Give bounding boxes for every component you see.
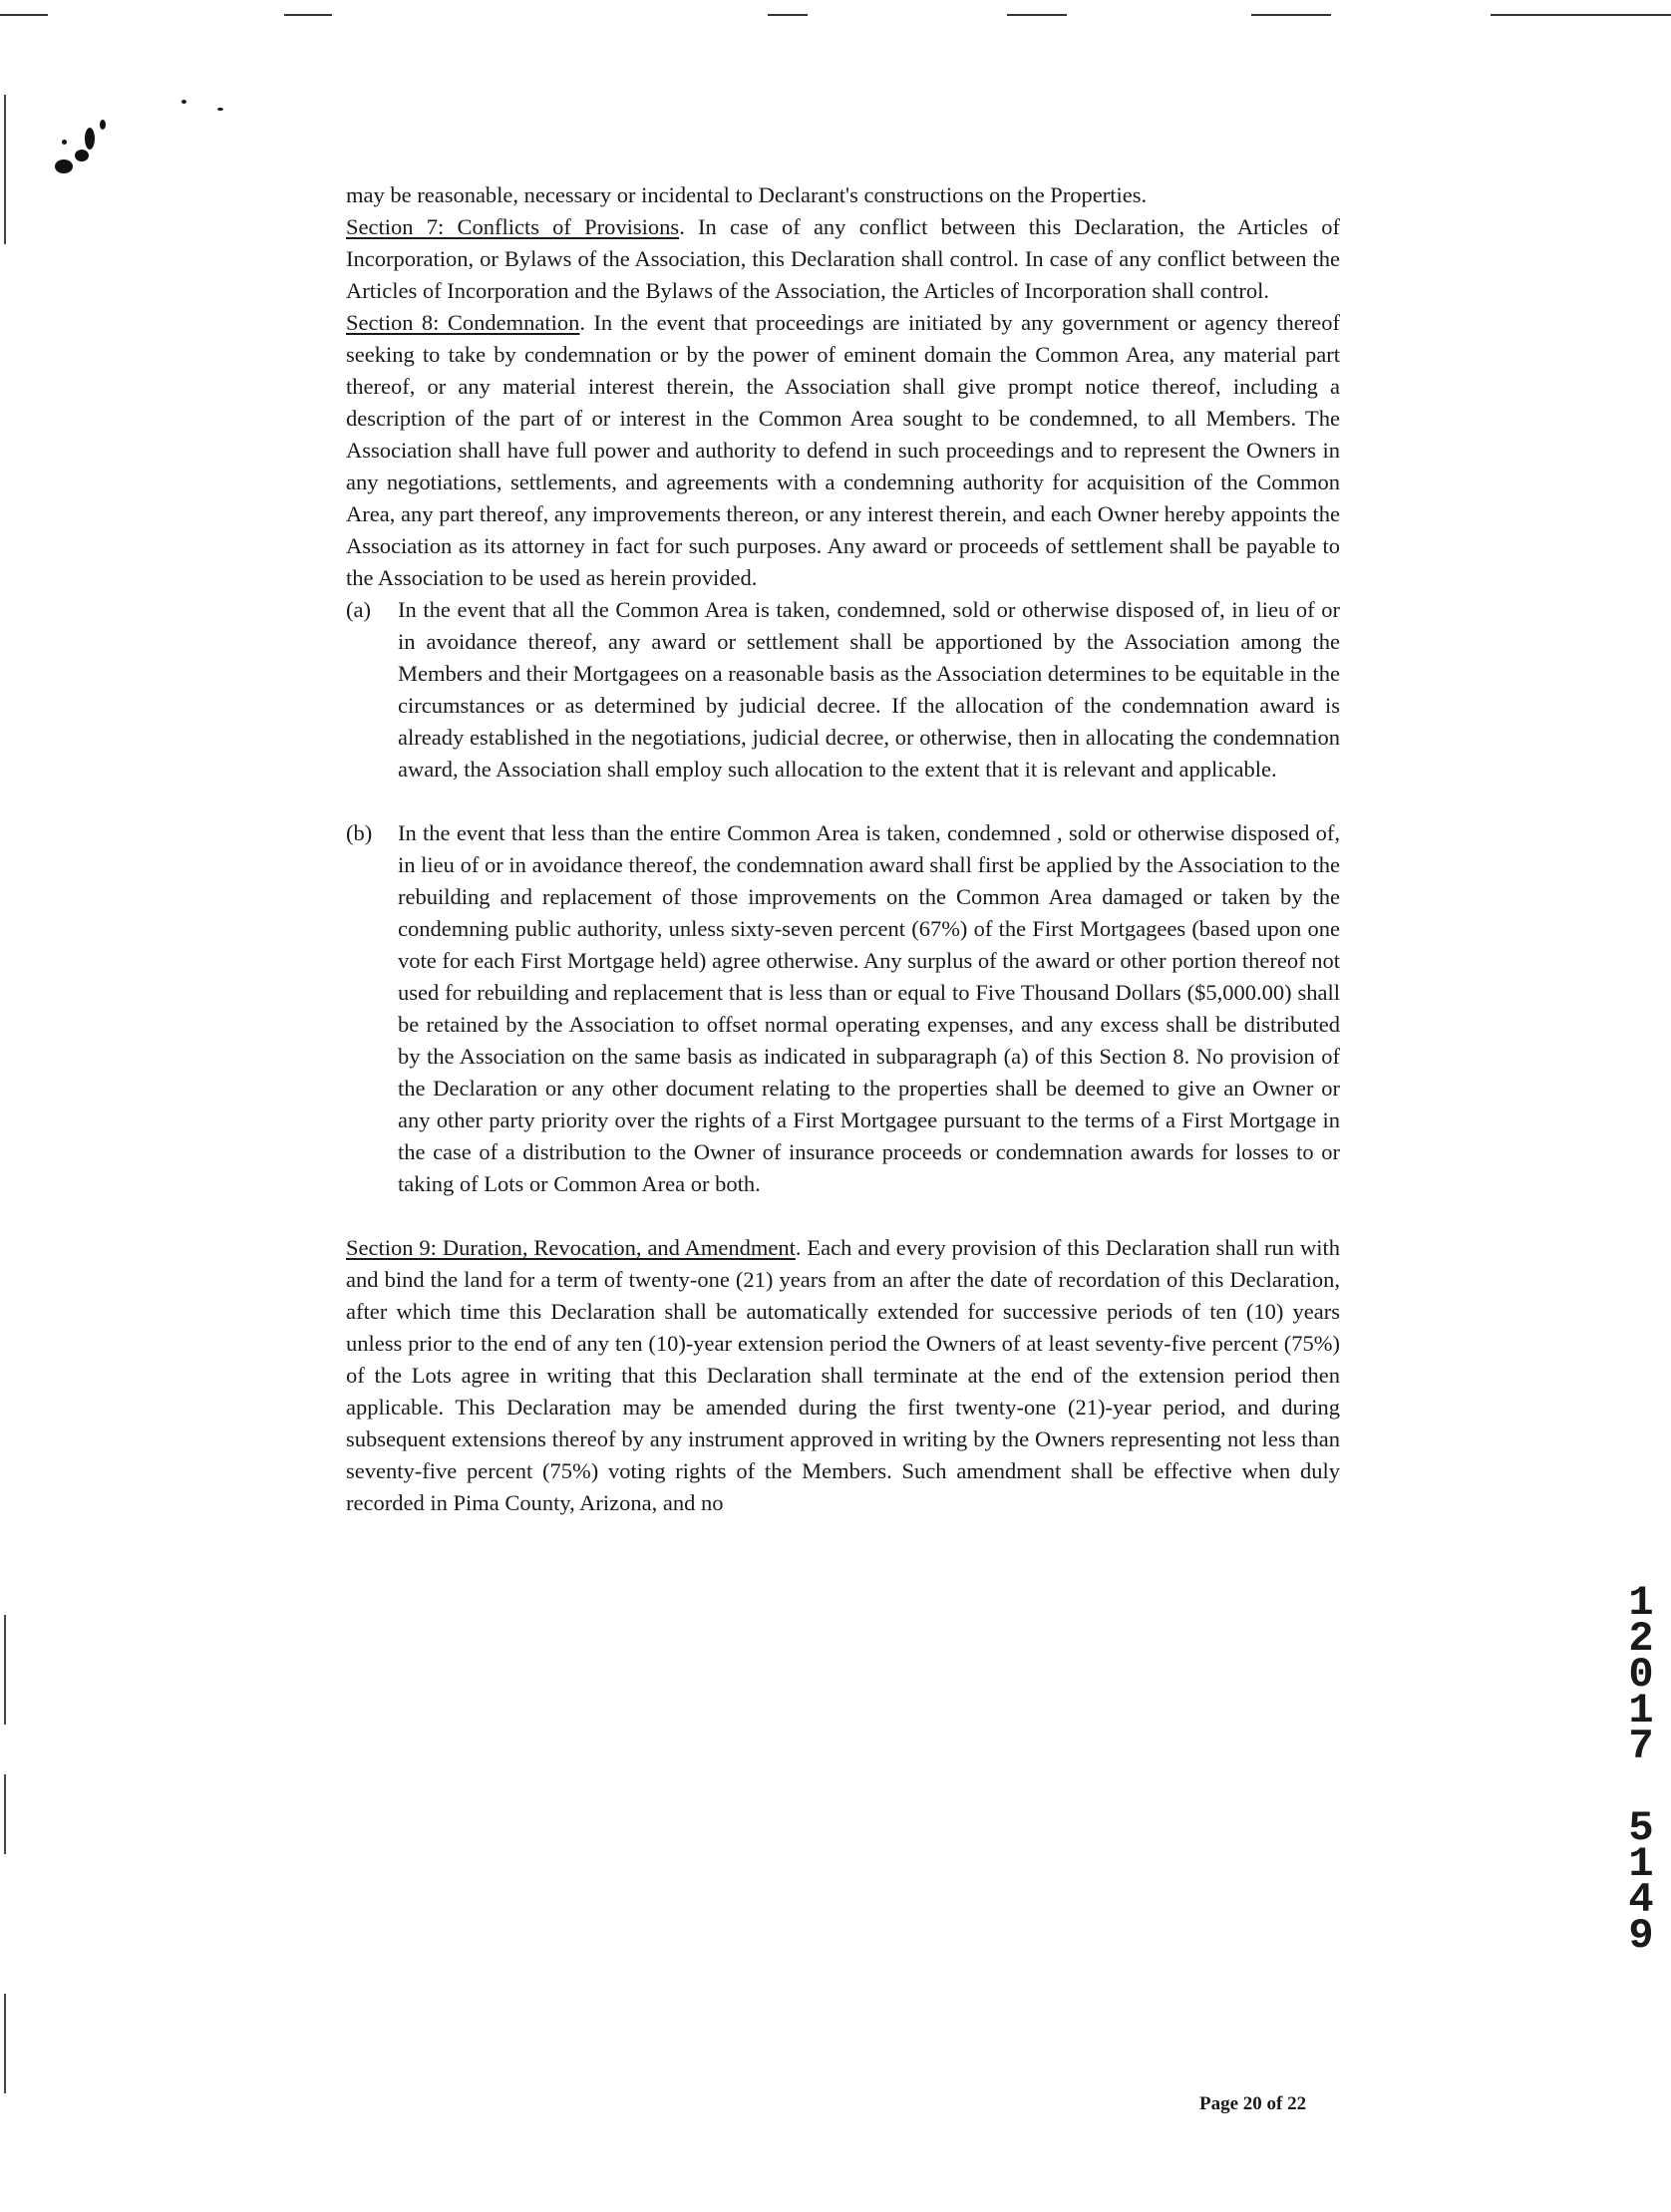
ink-speck [62, 140, 67, 145]
recording-digit: 5 [1628, 1804, 1654, 1852]
scan-margin-mark [4, 95, 6, 244]
document-body [346, 179, 1340, 1519]
section-8-body: . In the event that proceedings are initiated by any government or agency thereof seeking to take by condemnation or by the power of eminent domain the Common Area, any material part thereof, or any material interest therein, the Association shall give prompt notice thereof, including a description of the part of or interest in the Common Area sought to be condemned, to all Members. The Association shall have full power and authority to defend in such proceedings and to represent the Owners in any negotiations, settlements, and agreements with a condemning authority for acquisition of the Common Area, any part thereof, any improvements thereon, or any interest therein, and each Owner hereby appoints the Association as its attorney in fact for such purposes. Any award or proceeds of settlement shall be payable to the Association to be used as herein provided. [346, 310, 1340, 590]
scan-edge-rule [1491, 14, 1671, 16]
scan-edge-rule [768, 14, 808, 16]
ink-speck [85, 128, 95, 150]
section-9-heading: Section 9: Duration, Revocation, and Amendment [346, 1235, 796, 1260]
section-7-body: . In case of any conflict between this Declaration, the Articles of Incorporation, or Bylaws of the Association, this Declaration shall control. In case of any conflict between the Articles of Incorporation and the Bylaws of the Association, the Articles of Incorporation shall control. [346, 214, 1341, 303]
ink-speck [181, 100, 186, 104]
scan-margin-mark [4, 1615, 6, 1725]
page-number: Page 20 of 22 [1199, 2093, 1307, 2114]
recording-digit: 2 [1628, 1615, 1654, 1663]
recording-digit: 1 [1628, 1840, 1654, 1888]
recording-number [1623, 1579, 1659, 1960]
scan-edge-rule [1251, 14, 1331, 16]
scan-margin-mark [4, 1994, 6, 2093]
ink-speck [100, 120, 106, 130]
recording-digit: 0 [1628, 1651, 1654, 1699]
recording-digit: 1 [1628, 1579, 1654, 1627]
ink-speck [55, 159, 73, 173]
subparagraph-b [346, 817, 1340, 1200]
subparagraph-text: In the event that less than the entire Common Area is taken, condemned , sold or otherwise disposed of, in lieu of or in avoidance thereof, the condemnation award shall first be applied by the Association to the rebuilding and replacement of those improvements on the Common Area damaged or taken by the condemning public authority, unless sixty-seven percent (67%) of the First Mortgagees (based upon one vote for each First Mortgage held) agree otherwise. Any surplus of the award or other portion thereof not used for rebuilding and replacement that is less than or equal to Five Thousand Dollars ($5,000.00) shall be retained by the Association to offset normal operating expenses, and any excess shall be distributed by the Association on the same basis as indicated in subparagraph (a) of this Section 8. No provision of the Declaration or any other document relating to the properties shall be deemed to give an Owner or any other party priority over the rights of a First Mortgagee pursuant to the terms of a First Mortgage in the case of a distribution to the Owner of insurance proceeds or condemnation awards for losses to or taking of Lots or Common Area or both. [398, 820, 1340, 1196]
subparagraph-text: In the event that all the Common Area is taken, condemned, sold or otherwise disposed of, in lieu of or in avoidance thereof, any award or settlement shall be apportioned by the Association among the Members and their Mortgagees on a reasonable basis as the Association determines to be equitable in the circumstances or as determined by judicial decree. If the allocation of the condemnation award is already established in the negotiations, judicial decree, or otherwise, then in allocating the condemnation award, the Association shall employ such allocation to the extent that it is relevant and applicable. [398, 597, 1340, 782]
section-9-paragraph [346, 1232, 1340, 1519]
ink-speck [217, 108, 223, 111]
section-7-paragraph [346, 211, 1340, 307]
recording-digit: 4 [1628, 1876, 1654, 1924]
scan-edge-rule [1007, 14, 1067, 16]
recording-digit: 7 [1628, 1723, 1654, 1770]
subparagraph-label: (b) [346, 820, 373, 845]
continuation-paragraph: may be reasonable, necessary or incidental to Declarant's constructions on the Properties. [346, 182, 1148, 207]
scan-edge-rule [0, 14, 48, 16]
section-9-body: . Each and every provision of this Declaration shall run with and bind the land for a term of twenty-one (21) years from an after the date of recordation of this Declaration, after which time this Declaration shall be automatically extended for successive periods of ten (10) years unless prior to the end of any ten (10)-year extension period the Owners of at least seventy-five percent (75%) of the Lots agree in writing that this Declaration shall terminate at the end of the extension period then applicable. This Declaration may be amended during the first twenty-one (21)-year period, and during subsequent extensions thereof by any instrument approved in writing by the Owners representing not less than seventy-five percent (75%) voting rights of the Members. Such amendment shall be effective when duly recorded in Pima County, Arizona, and no [346, 1235, 1340, 1515]
subparagraph-label: (a) [346, 597, 371, 622]
recording-digit: 9 [1628, 1912, 1654, 1960]
scan-margin-mark [4, 1774, 6, 1854]
section-8-heading: Section 8: Condemnation [346, 310, 580, 335]
ink-speck [75, 150, 89, 161]
section-7-heading: Section 7: Conflicts of Provisions [346, 214, 680, 239]
recording-digit: 1 [1628, 1687, 1654, 1735]
section-8-paragraph [346, 307, 1340, 594]
scan-edge-rule [284, 14, 332, 16]
subparagraph-a [346, 594, 1340, 786]
